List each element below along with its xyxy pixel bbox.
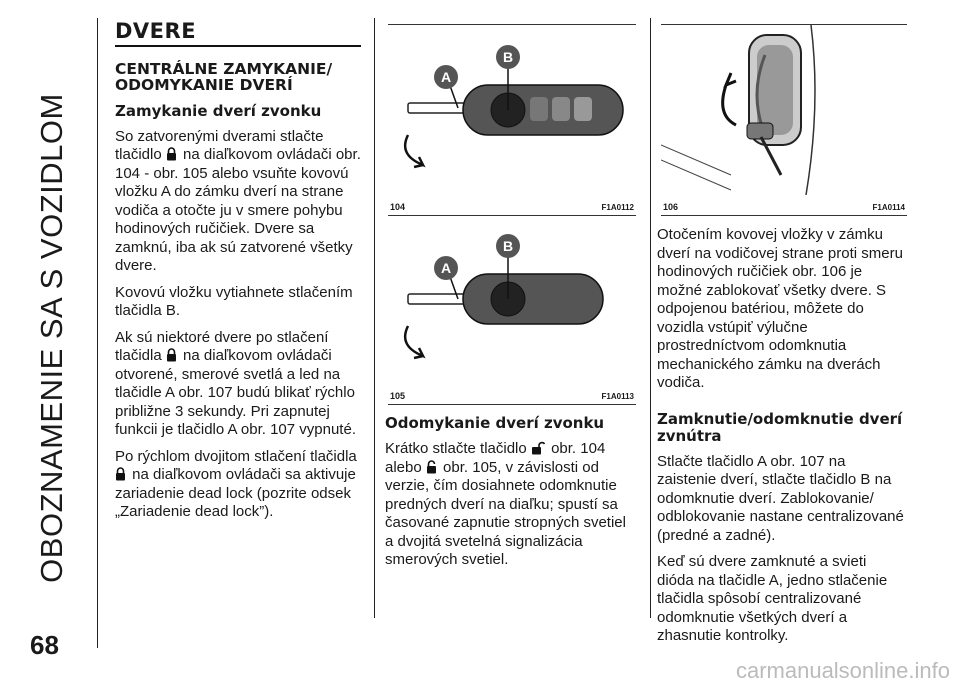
figure-106	[661, 24, 907, 216]
figure-number: 106	[663, 202, 679, 212]
page-heading: DVERE	[115, 22, 361, 47]
subsection-lock-inside: Zamknutie/odomknutie dverí zvnútra	[657, 409, 903, 445]
paragraph-led-unlock: Keď sú dvere zamknuté a svieti dióda na tlačidle A, jedno stlačenie tlačidla spôsobí centralizované odomknutie všetkých dverí a zhasnutie kontrolky.	[657, 553, 888, 644]
paragraph-key-rotation: Otočením kovovej vložky v zámku dverí na vodičovej strane proti smeru hodinových ručičiek obr. 106 je možné zablokovať všetky dvere. S odpojenou batériou, môžete do vozidla vstúpiť výlučne prostredníctvom odomknutia mechanického zámku na dverách vodiča.	[657, 226, 903, 391]
figure-number: 104	[390, 202, 406, 212]
figure-104	[388, 24, 636, 216]
figure-code: F1A0113	[601, 392, 634, 401]
figure-105	[388, 214, 636, 405]
paragraph-key-release: Kovovú vložku vytiahnete stlačením tlačidla B.	[115, 283, 353, 319]
paragraph-dead-lock: Po rýchlom dvojitom stlačení tlačidla na diaľkovom ovládači sa aktivuje zariadenie dead lock (pozrite odsek „Zariadenie dead lock”).	[115, 447, 357, 520]
paragraph-lock-outside: So zatvorenými dverami stlačte tlačidlo na diaľkovom ovládači obr. 104 - obr. 105 alebo vsuňte kovovú vložku A do zámku dverí na strane vodiča a otočte ju v smere pohybu hodinových ručičiek. Dvere sa zamknú, iba ak sú zatvorené všetky dvere.	[115, 127, 361, 274]
lock-icon	[166, 348, 177, 362]
paragraph-unlock-outside: Krátko stlačte tlačidlo obr. 104 alebo obr. 105, v závislosti od verzie, čím dosiahnete odomknutie predných dverí na diaľku; spustí sa časované zapnutie stropných svetiel a dvojitá svetelná signalizácia smerových svetiel.	[385, 440, 626, 568]
svg-text:A: A	[440, 69, 452, 85]
key-fob-illustration	[388, 25, 636, 195]
subsection-unlock-outside: Odomykanie dverí zvonku	[385, 414, 605, 432]
svg-text:B: B	[502, 49, 514, 65]
svg-text:A: A	[440, 260, 452, 276]
key-fob-illustration	[388, 214, 636, 384]
chapter-title-text: OBOZNAMENIE SA S VOZIDLOM	[34, 93, 69, 583]
paragraph-lock-inside: Stlačte tlačidlo A obr. 107 na zaistenie dverí, stlačte tlačidlo B na odomknutie dverí. Zablokovanie/ odblokovanie nastane centralizované (predné a zadné).	[657, 452, 904, 544]
column-1	[115, 19, 361, 530]
lock-icon	[115, 467, 126, 481]
subsection-lock-outside: Zamykanie dverí zvonku	[115, 101, 322, 120]
figure-code: F1A0112	[601, 203, 634, 212]
door-lock-illustration	[661, 25, 907, 195]
figure-code: F1A0114	[872, 203, 905, 212]
svg-text:B: B	[502, 238, 514, 254]
figure-number: 105	[390, 391, 406, 401]
unlock-icon	[531, 441, 545, 455]
chapter-side-title	[22, 18, 82, 658]
section-title: CENTRÁLNE ZAMYKANIE/ ODOMYKANIE DVERÍ	[115, 59, 333, 94]
divider-col2	[650, 18, 651, 618]
paragraph-doors-open: Ak sú niektoré dvere po stlačení tlačidla na diaľkovom ovládači otvorené, smerové svetlá a led na tlačidle A obr. 107 budú blikať rýchlo približne 3 sekundy. Pri zapnutej funkcii je tlačidlo A obr. 107 vypnuté.	[115, 328, 356, 438]
watermark: carmanualsonline.info	[735, 658, 950, 683]
column-2	[385, 415, 637, 578]
page-number: 68	[30, 630, 59, 660]
column-3	[657, 226, 907, 654]
divider-left	[97, 18, 98, 648]
unlock-icon	[426, 460, 437, 474]
divider-col1	[374, 18, 375, 618]
lock-icon	[166, 147, 177, 161]
